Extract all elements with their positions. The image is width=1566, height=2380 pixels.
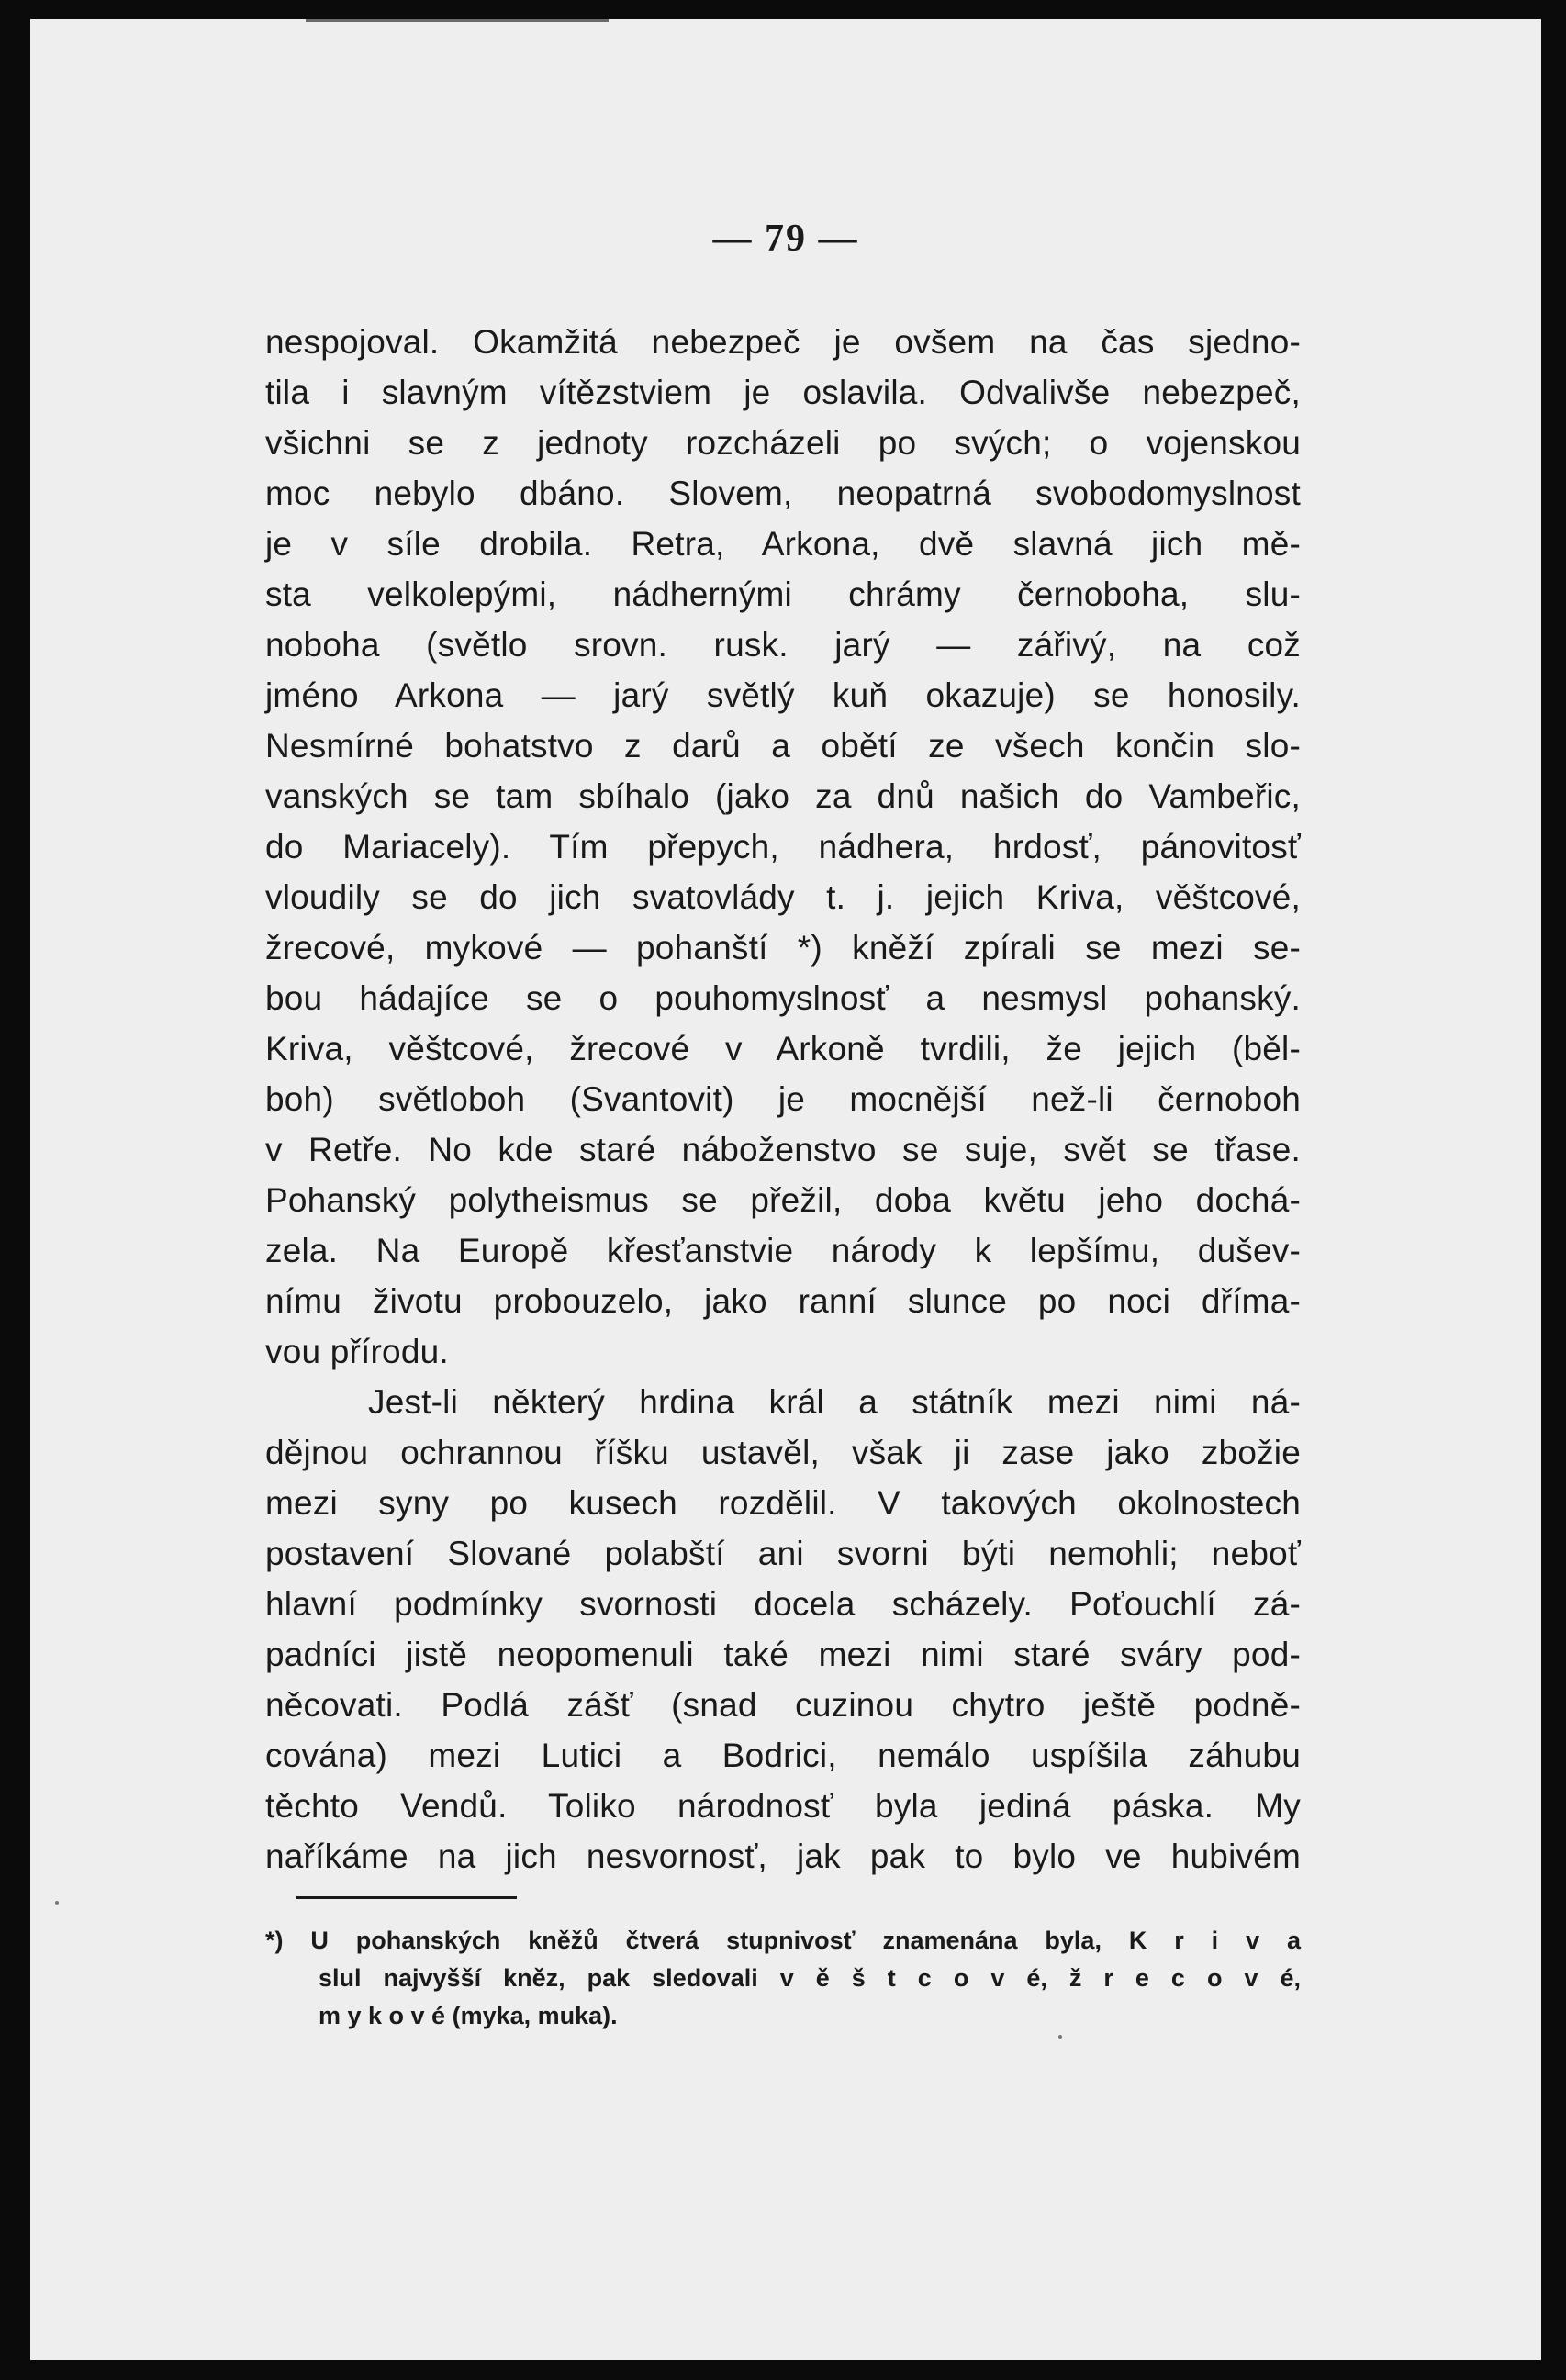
text-line: zela. Na Europě křesťanstvie národy k lepšímu, dušev- <box>265 1232 1301 1269</box>
footnote-line: m y k o v é (myka, muka). <box>319 2002 618 2029</box>
footnote-separator <box>296 1896 517 1899</box>
text-line: Nesmírné bohatstvo z darů a obětí ze všech končin slo- <box>265 727 1301 765</box>
text-line: vloudily se do jich svatovlády t. j. jejich Kriva, věštcové, <box>265 878 1301 916</box>
text-line: mezi syny po kusech rozdělil. V takových okolnostech <box>265 1484 1301 1522</box>
footnote-line: *) U pohanských kněžů čtverá stupnivosť znamenána byla, K r i v a <box>265 1927 1301 1954</box>
top-edge-rule <box>306 19 609 22</box>
text-line: nespojoval. Okamžitá nebezpeč je ovšem na čas sjedno- <box>265 323 1301 361</box>
text-line: těchto Vendů. Toliko národnosť byla jediná páska. My <box>265 1787 1301 1825</box>
text-line: boh) světloboh (Svantovit) je mocnější než-li černoboh <box>265 1080 1301 1118</box>
footnote-line: slul najvyšší kněz, pak sledovali v ě š t c o v é, ž r e c o v é, <box>319 1964 1301 1992</box>
text-line: nímu životu probouzelo, jako ranní slunce po noci dříma- <box>265 1282 1301 1320</box>
paragraph-start-line: Jest-li některý hrdina král a státník mezi nimi ná- <box>368 1383 1301 1421</box>
text-line: vanských se tam sbíhalo (jako za dnů našich do Vambeřic, <box>265 777 1301 815</box>
text-line: noboha (světlo srovn. rusk. jarý — zářivý, na což <box>265 626 1301 664</box>
paper-speck <box>55 1901 59 1905</box>
text-line: je v síle drobila. Retra, Arkona, dvě slavná jich mě- <box>265 525 1301 563</box>
text-line: do Mariacely). Tím přepych, nádhera, hrdosť, pánovitosť <box>265 828 1301 866</box>
footnote <box>265 1922 1301 2035</box>
text-line: padníci jistě neopomenuli také mezi nimi staré sváry pod- <box>265 1636 1301 1673</box>
text-line: dějnou ochrannou říšku ustavěl, však ji zase jako zbožie <box>265 1434 1301 1471</box>
text-line: naříkáme na jich nesvornosť, jak pak to bylo ve hubivém <box>265 1838 1301 1875</box>
paper-speck <box>1058 2035 1062 2039</box>
text-line: tila i slavným vítězstviem je oslavila. Odvalivše nebezpeč, <box>265 374 1301 411</box>
text-line: Kriva, věštcové, žrecové v Arkoně tvrdili, že jejich (běl- <box>265 1030 1301 1067</box>
text-line: všichni se z jednoty rozcházeli po svých; o vojenskou <box>265 424 1301 462</box>
text-line: v Retře. No kde staré náboženstvo se suje, svět se třase. <box>265 1131 1301 1168</box>
text-line: jméno Arkona — jarý světlý kuň okazuje) se honosily. <box>265 676 1301 714</box>
text-line: žrecové, mykové — pohanští *) kněží zpírali se mezi se- <box>265 929 1301 967</box>
page-number: — 79 — <box>712 218 859 260</box>
text-line: postavení Slované polabští ani svorni býti nemohli; neboť <box>265 1535 1301 1572</box>
book-page <box>30 19 1541 2360</box>
text-line: bou hádajíce se o pouhomyslnosť a nesmysl pohanský. <box>265 979 1301 1017</box>
text-line: vou přírodu. <box>265 1333 449 1370</box>
text-line: hlavní podmínky svornosti docela scházely. Poťouchlí zá- <box>265 1585 1301 1623</box>
main-text <box>265 317 1301 1882</box>
text-line: Pohanský polytheismus se přežil, doba květu jeho dochá- <box>265 1181 1301 1219</box>
text-line: něcovati. Podlá zášť (snad cuzinou chytro ještě podně- <box>265 1686 1301 1724</box>
text-line: sta velkolepými, nádhernými chrámy černoboha, slu- <box>265 575 1301 613</box>
text-line: cována) mezi Lutici a Bodrici, nemálo uspíšila záhubu <box>265 1737 1301 1774</box>
text-line: moc nebylo dbáno. Slovem, neopatrná svobodomyslnost <box>265 475 1301 512</box>
